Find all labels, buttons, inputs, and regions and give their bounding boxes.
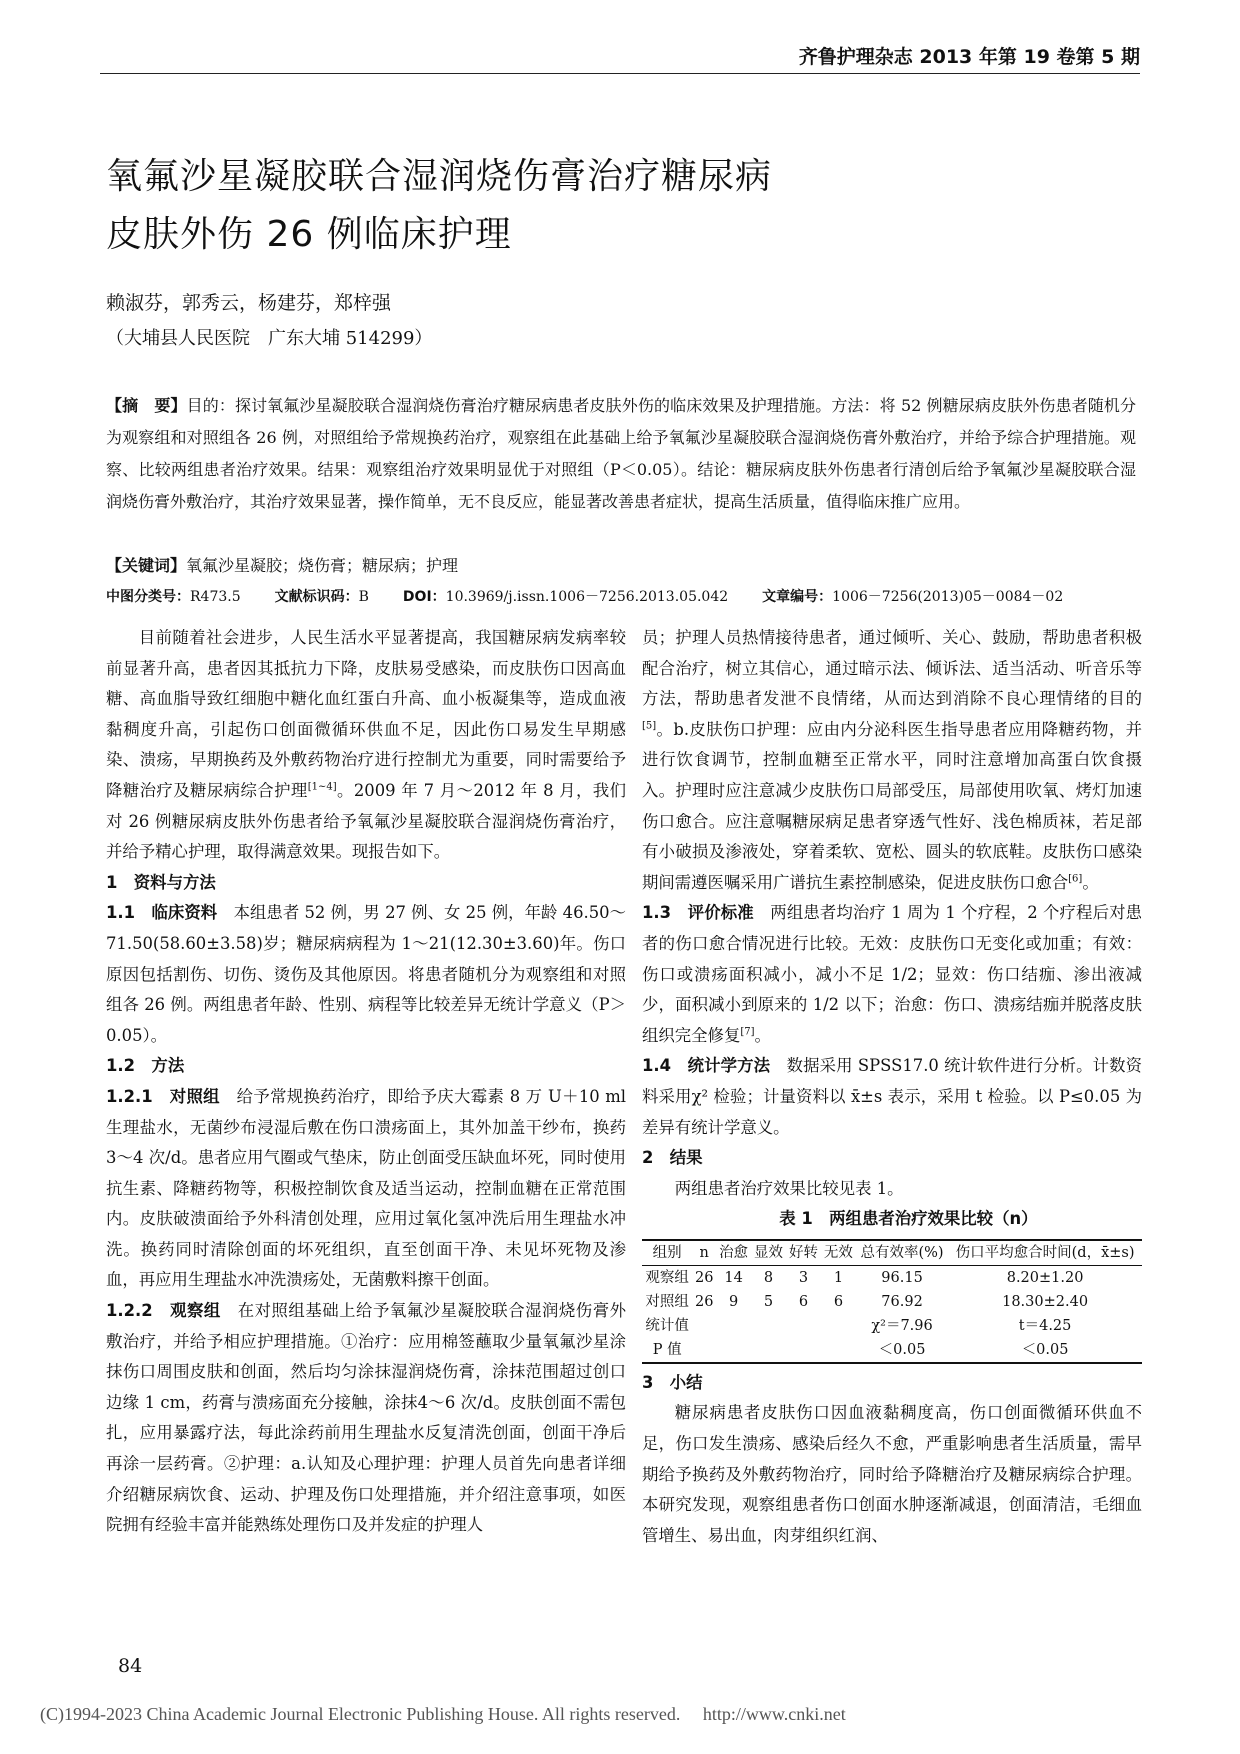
clc-number: 中图分类号：R473.5 <box>106 589 241 605</box>
section-heading: 1.2 方法 <box>106 1056 185 1076</box>
table-header-cell: 总有效率(%) <box>856 1240 948 1266</box>
article-meta <box>106 586 1136 606</box>
citation: [1~4] <box>307 781 337 793</box>
citation: [5] <box>642 720 657 732</box>
section-heading: 3 小结 <box>642 1372 703 1392</box>
paragraph-nursing: 员；护理人员热情接待患者，通过倾听、关心、鼓励，帮助患者积极配合治疗，树立其信心，通过暗示法、倾诉法、适当活动、听音乐等方法，帮助患者发泄不良情绪，从而达到消除不良心理情绪的目的[5]。b.皮肤伤口护理：应由内分泌科医生指导患者应用降糖药物，并进行饮食调节，控制血糖至正常水平，同时注意增加高蛋白饮食摄入。护理时应注意减少皮肤伤口局部受压，局部使用吹氧、烤灯加速伤口愈合。应注意嘱糖尿病足患者穿透气性好、浅色棉质袜，若足部有小破损及渗液处，穿着柔软、宽松、圆头的软底鞋。皮肤伤口感染期间需遵医嘱采用广谱抗生素控制感染，促进皮肤伤口愈合[6]。 <box>642 628 1142 892</box>
citation: [6] <box>1068 873 1083 885</box>
abstract <box>106 390 1136 518</box>
table-header-cell: 无效 <box>821 1240 856 1266</box>
authors: 赖淑芬，郭秀云，杨建芬，郑梓强 <box>106 292 392 314</box>
table-header-cell: 伤口平均愈合时间(d，x̄±s) <box>948 1240 1142 1266</box>
doi: DOI：10.3969/j.issn.1006－7256.2013.05.042 <box>402 589 729 605</box>
table-row: 统计值 χ²＝7.96 t＝4.25 <box>645 1317 1072 1334</box>
paragraph-results: 两组患者治疗效果比较见表 1。 <box>674 1178 904 1198</box>
paragraph-intro: 目前随着社会进步，人民生活水平显著提高，我国糖尿病发病率较前显著升高，患者因其抵抗力下降，皮肤易受感染，而皮肤伤口因高血糖、高血脂导致红细胞中糖化血红蛋白升高、血小板凝集等，造成血液黏稠度升高，引起伤口创面微循环供血不足，因此伤口易发生早期感染、溃疡，早期换药及外敷药物治疗进行控制尤为重要，同时需要给予降糖治疗及糖尿病综合护理[1~4]。2009 年 7 月～2012 年 8 月，我们对 26 例糖尿病皮肤外伤患者给予氧氟沙星凝胶联合湿润烧伤膏治疗，并给予精心护理，取得满意效果。现报告如下。 <box>106 628 627 862</box>
table-header-cell: 显效 <box>751 1240 786 1266</box>
journal-header: 齐鲁护理杂志 2013 年第 19 卷第 5 期 <box>798 46 1140 68</box>
section-heading: 2 结果 <box>642 1148 703 1168</box>
paragraph-observation-group: 1.2.2 观察组 在对照组基础上给予氧氟沙星凝胶联合湿润烧伤膏外敷治疗，并给予相应护理措施。①治疗：应用棉签蘸取少量氧氟沙星涂抹伤口周围皮肤和创面，然后均匀涂抹湿润烧伤膏，涂抹范围超过创口边缘 1 cm，药膏与溃疡面充分接触，涂抹4～6 次/d。皮肤创面不需包扎，应用暴露疗法，每此涂药前用生理盐水反复清洗创面，创面干净后再涂一层药膏。②护理：a.认知及心理护理：护理人员首先向患者详细介绍糖尿病饮食、运动、护理及伤口处理措施，并介绍注意事项，如医院拥有经验丰富并能熟练处理伤口及并发症的护理人 <box>106 1301 627 1535</box>
left-column <box>106 623 626 1541</box>
keywords <box>106 553 458 576</box>
table-row: P 值 ＜0.05 ＜0.05 <box>642 1338 1142 1363</box>
section-heading: 1 资料与方法 <box>106 872 216 892</box>
abstract-text: 目的：探讨氧氟沙星凝胶联合湿润烧伤膏治疗糖尿病患者皮肤外伤的临床效果及护理措施。方法：将 52 例糖尿病皮肤外伤患者随机分为观察组和对照组各 26 例，对照组给予常规换药治疗，观察组在此基础上给予氧氟沙星凝胶联合湿润烧伤膏外敷治疗，并给予综合护理措施。观察、比较两组患者治疗效果。结果：观察组治疗效果明显优于对照组（P＜0.05）。结论：糖尿病皮肤外伤患者行清创后给予氧氟沙星凝胶联合湿润烧伤膏外敷治疗，其治疗效果显著，操作简单，无不良反应，能显著改善患者症状，提高生活质量，值得临床推广应用。 <box>106 396 1136 511</box>
abstract-label: 【摘 要】 <box>106 396 187 415</box>
copyright-notice: (C)1994-2023 China Academic Journal Electronic Publishing House. All rights reserved. http://www.cnki.net <box>40 1704 846 1724</box>
affiliation: （大埔县人民医院 广东大埔 514299） <box>106 328 433 349</box>
table-header-cell: n <box>692 1240 716 1266</box>
paragraph-summary: 糖尿病患者皮肤伤口因血液黏稠度高，伤口创面微循环供血不足，伤口发生溃疡、感染后经久不愈，严重影响患者生活质量，需早期给予换药及外敷药物治疗，同时给予降糖治疗及糖尿病综合护理。本研究发现，观察组患者伤口创面水肿逐渐减退，创面清洁，毛细血管增生、易出血，肉芽组织红润、 <box>642 1403 1142 1545</box>
table-row: 观察组 26 14 8 3 1 96.15 8.20±1.20 <box>645 1269 1084 1286</box>
paragraph-criteria: 1.3 评价标准 两组患者均治疗 1 周为 1 个疗程，2 个疗程后对患者的伤口愈合情况进行比较。无效：皮肤伤口无变化或加重；有效：伤口或溃疡面积减小，减小不足 1/2；显效：伤口结痂、渗出液减少，面积减小到原来的 1/2 以下；治愈：伤口、溃疡结痂并脱落皮肤组织完全修复[7]。 <box>642 903 1142 1045</box>
citation: [7] <box>740 1026 755 1038</box>
page-number: 84 <box>118 1655 143 1677</box>
document-code: 文献标识码：B <box>274 589 369 605</box>
paragraph-control-group: 1.2.1 对照组 给予常规换药治疗，即给予庆大霉素 8 万 U＋10 ml 生理盐水，无菌纱布浸湿后敷在伤口溃疡面上，其外加盖干纱布，换药 3～4 次/d。患者应用气圈或气垫床，防止创面受压缺血坏死，同时使用抗生素、降糖药物等，积极控制饮食及适当运动，控制血糖在正常范围内。皮肤破溃面给予外科清创处理，应用过氧化氢冲洗后用生理盐水冲洗。换药同时清除创面的坏死组织，直至创面干净、未见坏死物及渗血，再应用生理盐水冲洗溃疡处，无菌敷料擦干创面。 <box>106 1086 626 1290</box>
table-header-cell: 治愈 <box>716 1240 751 1266</box>
table-row: 对照组 26 9 5 6 6 76.92 18.30±2.40 <box>645 1293 1089 1310</box>
title-line-2: 皮肤外伤 26 例临床护理 <box>106 214 512 255</box>
table-header-cell: 组别 <box>642 1240 692 1266</box>
header-rule <box>100 73 1140 74</box>
title-line-1: 氧氟沙星凝胶联合湿润烧伤膏治疗糖尿病 <box>106 156 773 197</box>
paragraph-clinical-data: 1.1 临床资料 本组患者 52 例，男 27 例、女 25 例，年龄 46.50～71.50(58.60±3.58)岁；糖尿病病程为 1～21(12.30±3.60)年。伤口原因包括割伤、切伤、烫伤及其他原因。将患者随机分为观察组和对照组各 26 例。两组患者年龄、性别、病程等比较差异无统计学意义（P＞0.05）。 <box>106 903 626 1045</box>
results-table <box>642 1239 1142 1364</box>
paragraph-statistics: 1.4 统计学方法 数据采用 SPSS17.0 统计软件进行分析。计数资料采用χ² 检验；计量资料以 x̄±s 表示，采用 t 检验。以 P≤0.05 为差异有统计学意义。 <box>642 1056 1142 1137</box>
table-header-cell: 好转 <box>786 1240 821 1266</box>
table-caption: 表 1 两组患者治疗效果比较（n） <box>779 1209 1038 1229</box>
keywords-label: 【关键词】 <box>106 556 187 575</box>
article-title <box>106 148 1106 264</box>
table-header-row <box>642 1240 1142 1266</box>
keywords-text: 氧氟沙星凝胶；烧伤膏；糖尿病；护理 <box>186 556 459 575</box>
right-column <box>642 623 1142 1551</box>
article-number: 文章编号：1006－7256(2013)05－0084－02 <box>762 589 1064 605</box>
